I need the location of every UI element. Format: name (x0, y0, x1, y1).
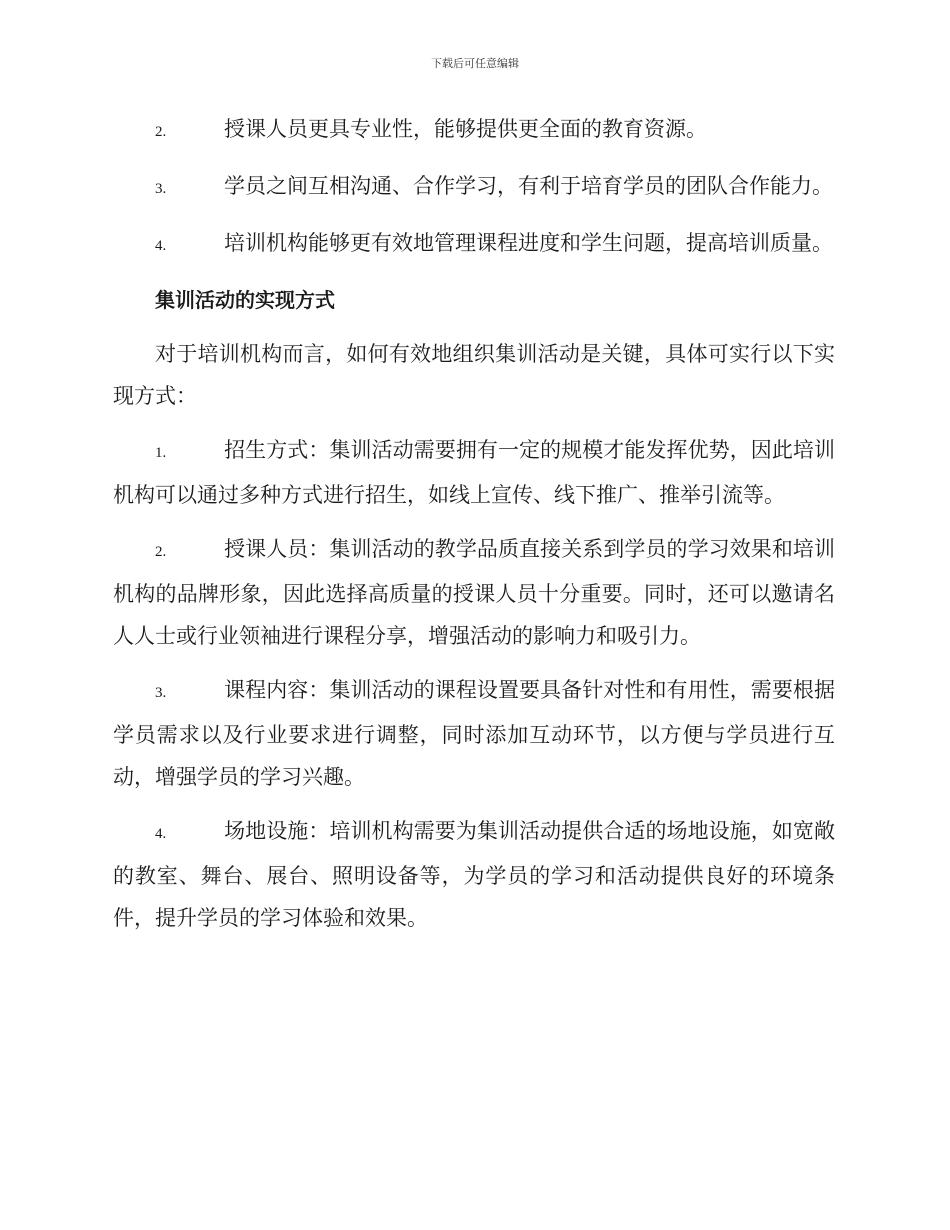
list-item-number: 3. (155, 181, 167, 197)
list-item-text: 场地设施：培训机构需要为集训活动提供合适的场地设施，如宽敞的教室、舞台、展台、照明设备等，为学员的学习和活动提供良好的环境条件，提升学员的学习体验和效果。 (113, 819, 835, 930)
list-item (113, 669, 835, 798)
list-item-number: 4. (155, 826, 167, 842)
list-item (113, 165, 835, 210)
list-item (113, 528, 835, 657)
list-item-number: 2. (155, 124, 167, 140)
list-item-text: 招生方式：集训活动需要拥有一定的规模才能发挥优势，因此培训机构可以通过多种方式进行招生，如线上宣传、线下推广、推举引流等。 (113, 438, 835, 507)
list-item-number: 4. (155, 238, 167, 254)
list-item-text: 授课人员：集训活动的教学品质直接关系到学员的学习效果和培训机构的品牌形象，因此选择高质量的授课人员十分重要。同时，还可以邀请名人人士或行业领袖进行课程分享，增强活动的影响力和吸引力。 (113, 537, 835, 648)
section-heading: 集训活动的实现方式 (155, 288, 335, 312)
list-item-text: 授课人员更具专业性，能够提供更全面的教育资源。 (224, 117, 707, 141)
section-intro: 对于培训机构而言，如何有效地组织集训活动是关键，具体可实行以下实现方式： (113, 342, 835, 408)
list-item-number: 3. (155, 685, 167, 701)
list-item-text: 学员之间互相沟通、合作学习，有利于培育学员的团队合作能力。 (224, 174, 833, 198)
list-item-number: 1. (155, 445, 167, 461)
page-header-note: 下载后可任意编辑 (431, 57, 519, 70)
list-item (113, 810, 835, 939)
list-item (113, 222, 835, 267)
list-item-number: 2. (155, 544, 167, 560)
document-body (113, 108, 835, 951)
list-item-text: 课程内容：集训活动的课程设置要具备针对性和有用性，需要根据学员需求以及行业要求进行调整，同时添加互动环节，以方便与学员进行互动，增强学员的学习兴趣。 (113, 678, 835, 789)
list-item-text: 培训机构能够更有效地管理课程进度和学生问题，提高培训质量。 (224, 231, 833, 255)
list-item (113, 429, 835, 516)
list-item (113, 108, 835, 153)
